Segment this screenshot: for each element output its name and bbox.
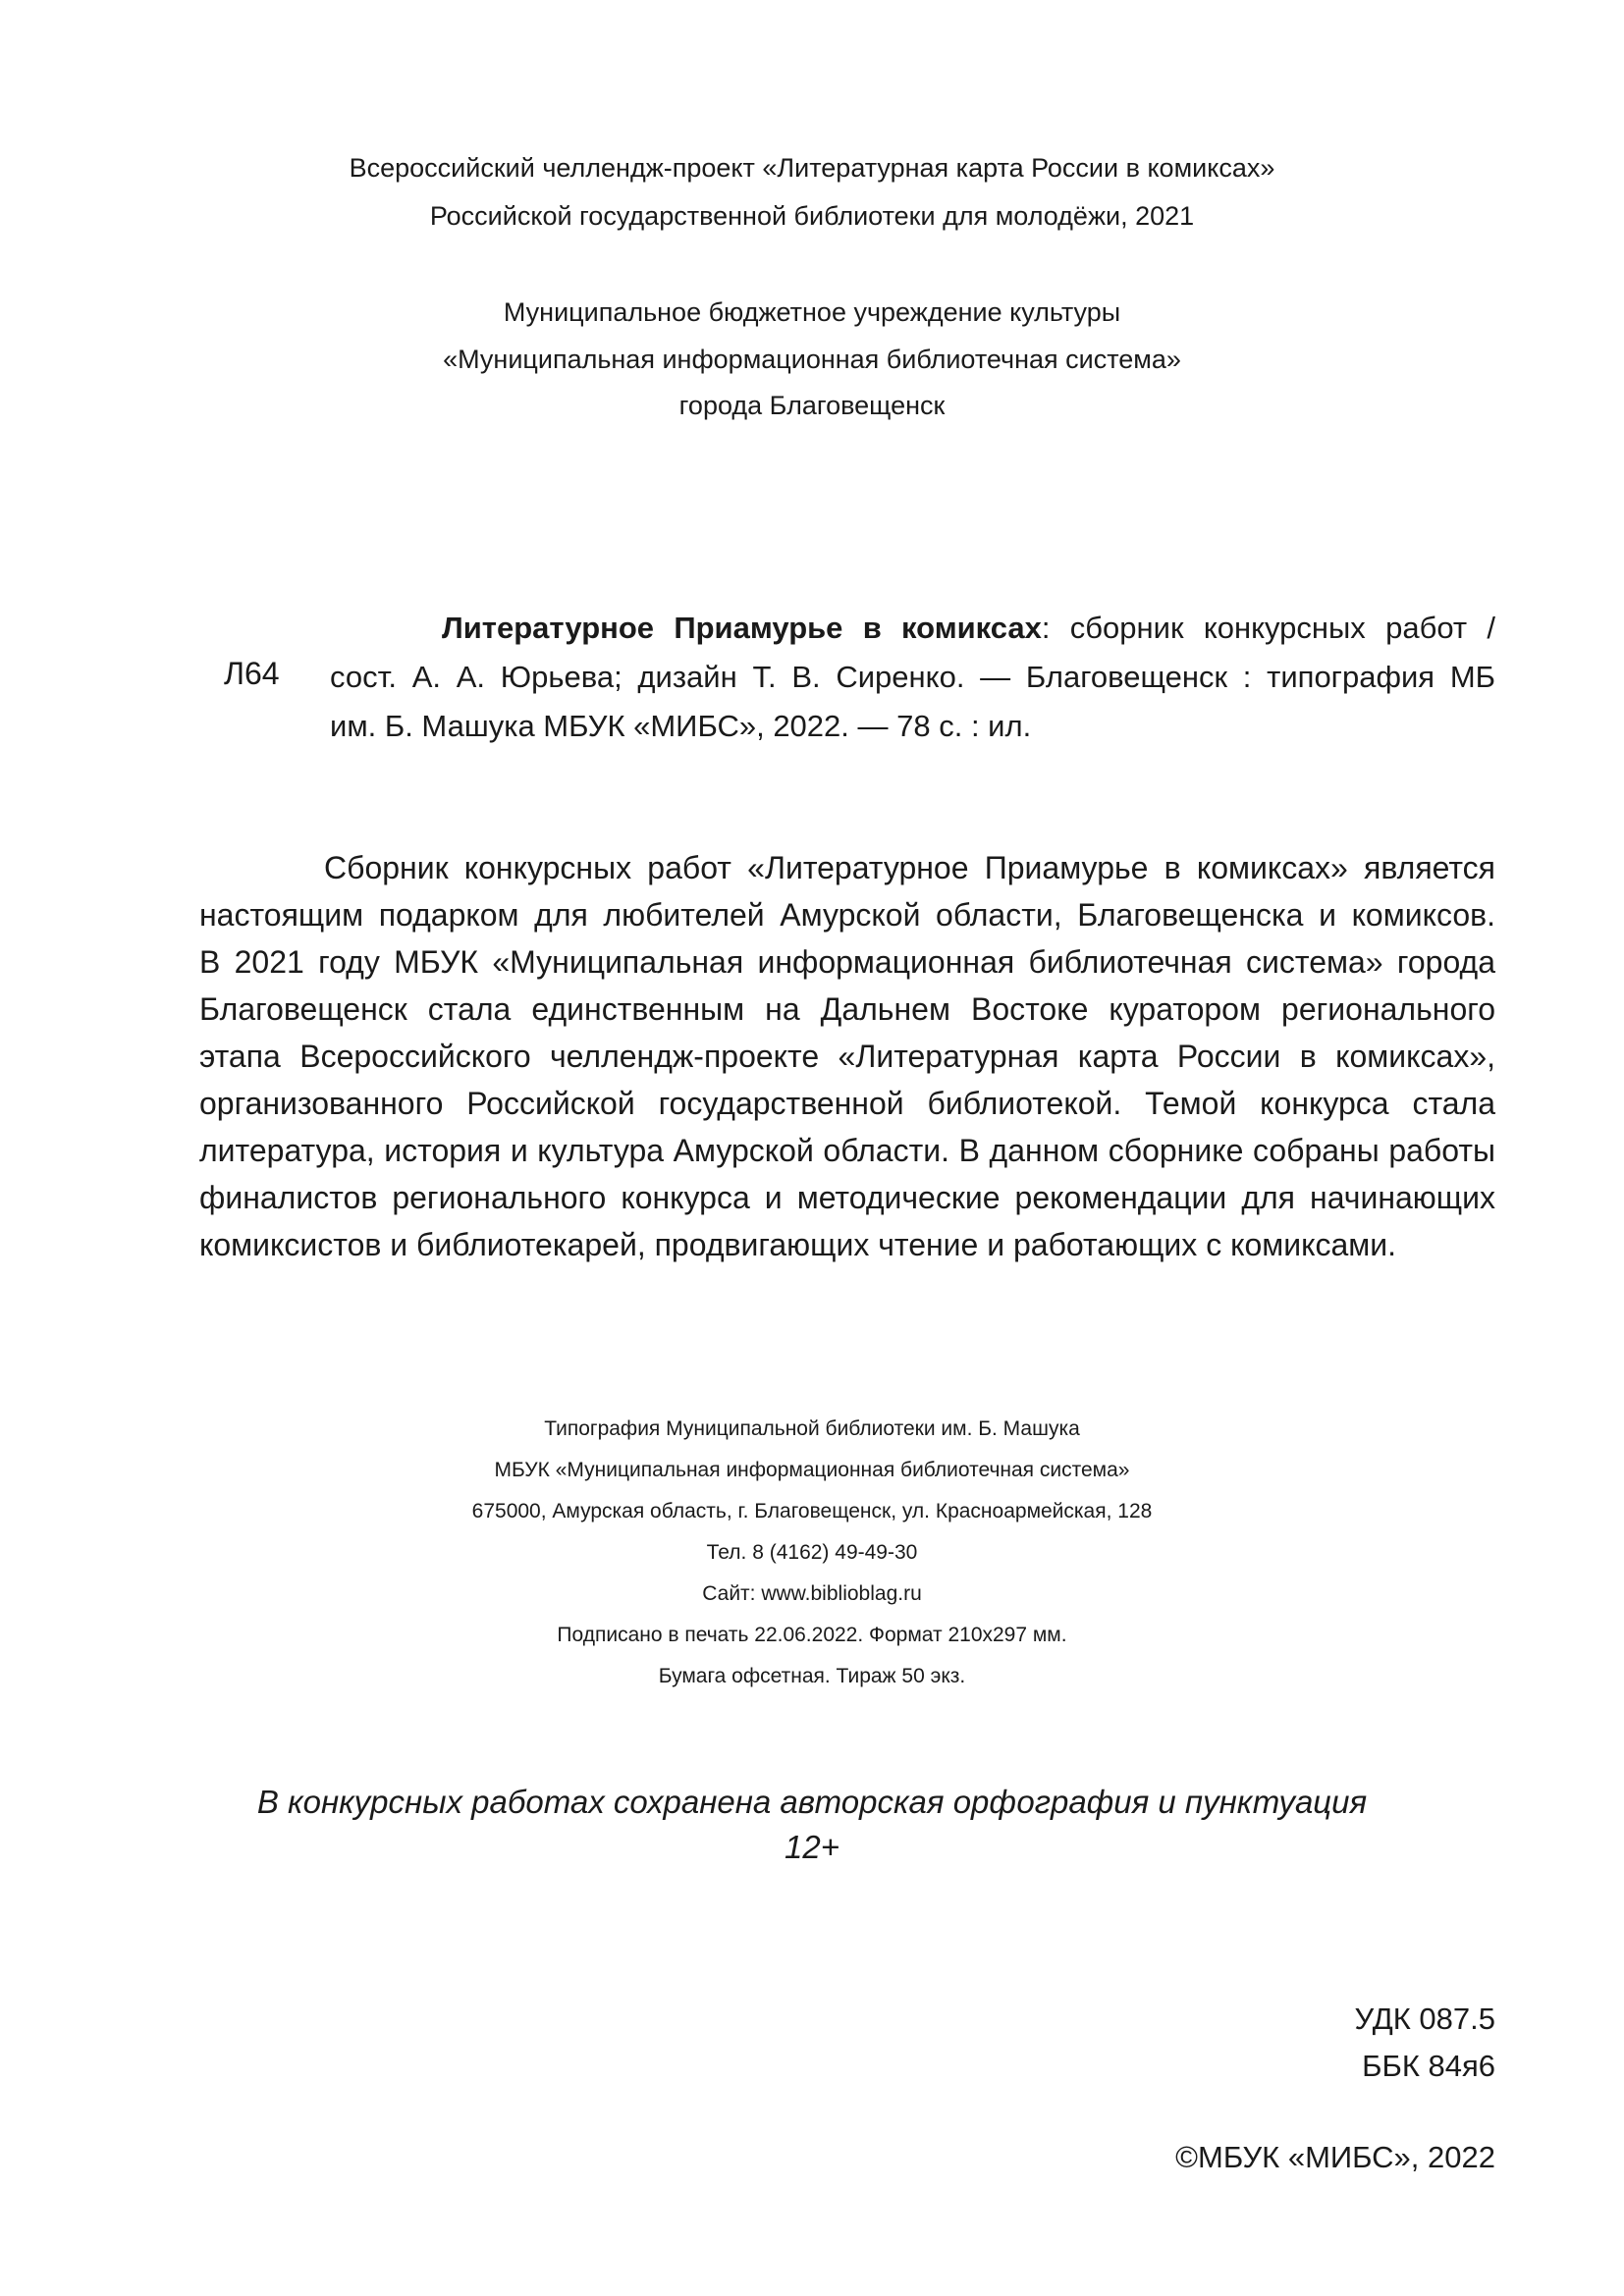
annotation-line: этапа Всероссийского челлендж-проекте «Литературная карта России в комиксах», xyxy=(199,1039,1495,1074)
library-index-code: Л64 xyxy=(224,656,280,691)
imprint-line: МБУК «Муниципальная информационная библиотечная система» xyxy=(494,1459,1130,1481)
annotation-line: Благовещенск стала единственным на Дальнем Востоке куратором регионального xyxy=(199,991,1495,1027)
annotation-line: финалистов регионального конкурса и методические рекомендации для начинающих xyxy=(199,1180,1495,1215)
annotation-line: В 2021 году МБУК «Муниципальная информационная библиотечная система» города xyxy=(199,944,1495,980)
udk-code: УДК 087.5 xyxy=(1354,2002,1495,2036)
imprint-line: Типография Муниципальной библиотеки им. Б. Машука xyxy=(544,1417,1080,1440)
annotation-line: Сборник конкурсных работ «Литературное Приамурье в комиксах» является xyxy=(324,850,1495,885)
bibliographic-line-2: сост. А. А. Юрьева; дизайн Т. В. Сиренко. — Благовещенск : типография МБ xyxy=(330,660,1495,694)
bibliographic-line-1 xyxy=(442,611,1495,646)
imprint-line: Сайт: www.biblioblag.ru xyxy=(702,1582,922,1605)
bbk-code: ББК 84я6 xyxy=(1362,2049,1495,2083)
bibliographic-line-3: им. Б. Машука МБУК «МИБС», 2022. — 78 с. : ил. xyxy=(330,709,1032,743)
annotation-line: организованного Российской государственной библиотекой. Темой конкурса стала xyxy=(199,1086,1495,1121)
annotation-line: комиксистов и библиотекарей, продвигающих чтение и работающих с комиксами. xyxy=(199,1227,1397,1262)
imprint-line: Тел. 8 (4162) 49-49-30 xyxy=(706,1541,918,1564)
imprint-line: 675000, Амурская область, г. Благовещенск, ул. Красноармейская, 128 xyxy=(471,1500,1153,1522)
institution-line-2: «Муниципальная информационная библиотечная система» xyxy=(443,345,1181,374)
age-rating: 12+ xyxy=(785,1829,839,1865)
annotation-line: настоящим подарком для любителей Амурской области, Благовещенска и комиксов. xyxy=(199,897,1495,933)
annotation-line: литература, история и культура Амурской области. В данном сборнике собраны работы xyxy=(199,1133,1495,1168)
imprint-line: Подписано в печать 22.06.2022. Формат 210х297 мм. xyxy=(557,1624,1067,1646)
bibliographic-line-1-rest: : сборник конкурсных работ / xyxy=(1041,611,1495,645)
copyright: ©МБУК «МИБС», 2022 xyxy=(1175,2140,1495,2174)
project-title-line-2: Российской государственной библиотеки для молодёжи, 2021 xyxy=(429,201,1195,231)
institution-line-1: Муниципальное бюджетное учреждение культуры xyxy=(503,297,1121,327)
book-title: Литературное Приамурье в комиксах xyxy=(442,611,1042,645)
institution-line-3: города Благовещенск xyxy=(678,391,946,420)
project-title-line-1: Всероссийский челлендж-проект «Литературная карта России в комиксах» xyxy=(349,153,1275,183)
spelling-note: В конкурсных работах сохранена авторская орфография и пунктуация xyxy=(256,1784,1368,1820)
imprint-line: Бумага офсетная. Тираж 50 экз. xyxy=(658,1665,966,1687)
